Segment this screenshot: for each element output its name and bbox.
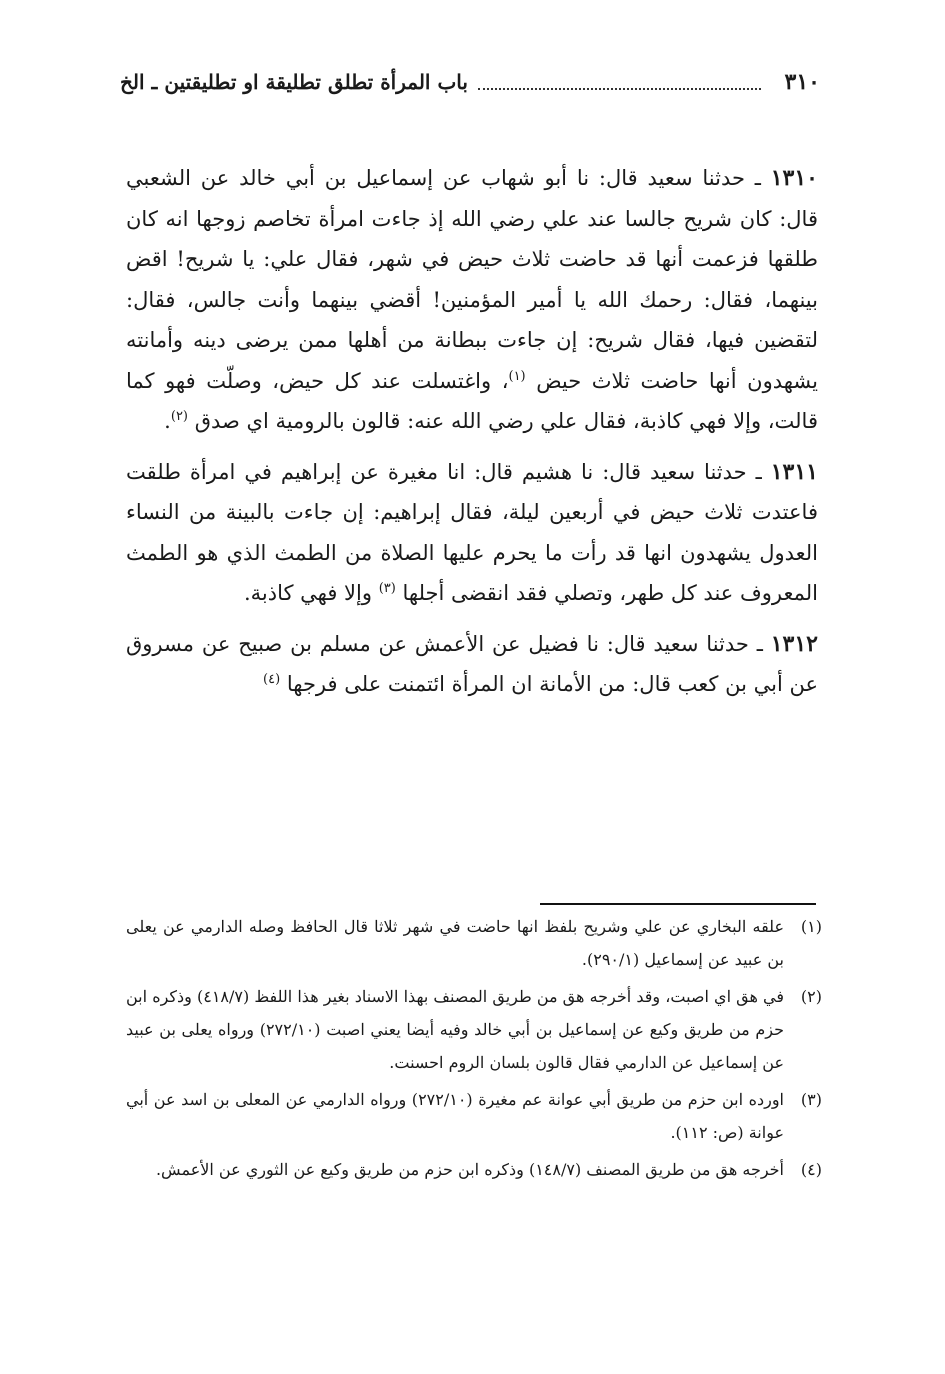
hadith-number: ١٣١٢ — [770, 630, 818, 657]
footnote-text: اورده ابن حزم من طريق أبي عوانة عم مغيرة (٢٧٢/١٠) ورواه الدارمي عن المعلى بن اسد عن أبي عوانة (ص: ١١٢). — [126, 1090, 785, 1142]
page-header — [120, 62, 820, 102]
footnotes — [126, 910, 822, 1190]
hadith-number: ١٣١٠ — [770, 165, 818, 191]
footnote-2 — [126, 980, 822, 1079]
hadith-paragraph-1311 — [126, 452, 818, 614]
footnote-number: (٢) — [800, 987, 822, 1006]
hadith-text: ـ حدثنا سعيد قال: نا فضيل عن الأعمش عن مسلم بن صبيح عن مسروق عن أبي بن كعب قال: من الأمانة ان المرأة ائتمنت على فرجها — [126, 631, 818, 696]
footnote-marker[interactable]: (٤) — [263, 672, 281, 687]
page-number: ٣١٠ — [784, 69, 820, 95]
hadith-text-continued: ، واغتسلت عند كل حيض، وصلّت فهو كما قالت، وإلا فهي كاذبة، فقال علي رضي الله عنه: قالون بالرومية اي صدق — [126, 368, 818, 433]
main-text — [126, 158, 818, 715]
footnote-marker[interactable]: (٢) — [170, 409, 188, 424]
footnote-1 — [126, 910, 822, 976]
footnote-text: أخرجه هق من طريق المصنف (١٤٨/٧) وذكره ابن حزم من طريق وكيع عن الثوري عن الأعمش. — [155, 1160, 784, 1179]
footnote-separator — [540, 903, 816, 905]
footnote-marker[interactable]: (٣) — [378, 581, 396, 596]
hadith-text-end: وإلا فهي كاذبة. — [243, 581, 379, 605]
footnote-number: (٣) — [800, 1090, 822, 1109]
footnote-marker[interactable]: (١) — [508, 368, 526, 384]
hadith-text: ـ حدثنا سعيد قال: نا هشيم قال: انا مغيرة عن إبراهيم في امرأة طلقت فاعتدت ثلاث حيض في أربعين ليلة، فقال إبراهيم: إن جاءت بالبينة من النساء العدول يشهدون انها قد رأت ما يحرم عليها الصلاة من الطمث الذي هو الطمث المعروف عند كل طهر، وتصلي فقد انقضى أجلها — [126, 459, 818, 605]
hadith-number: ١٣١١ — [770, 458, 818, 485]
footnote-3 — [126, 1083, 822, 1149]
header-leader-dots — [478, 74, 761, 90]
footnote-text: علقه البخاري عن علي وشريح بلفظ انها حاضت في شهر ثلاثا قال الحافظ وصله الدارمي عن يعلى بن عبيد عن إسماعيل (٢٩٠/١). — [126, 917, 784, 969]
footnote-4 — [126, 1153, 822, 1186]
footnote-number: (١) — [800, 917, 822, 936]
hadith-paragraph-1312 — [126, 624, 818, 705]
hadith-paragraph-1310 — [126, 158, 818, 442]
hadith-text-end: . — [164, 409, 171, 433]
footnote-text: في هق اي اصبت، وقد أخرجه هق من طريق المصنف بهذا الاسناد بغير هذا اللفظ (٤١٨/٧) وذكره ابن حزم من طريق وكيع عن إسماعيل بن أبي خالد وفيه أيضا يعني اصبت (٢٧٢/١٠) ورواه يعلى بن عبيد عن إسماعيل عن الدارمي فقال قالون بلسان الروم احسنت. — [126, 987, 785, 1072]
footnote-number: (٤) — [800, 1160, 822, 1179]
hadith-text: ـ حدثنا سعيد قال: نا أبو شهاب عن إسماعيل بن أبي خالد عن الشعبي قال: كان شريح جالسا عند علي رضي الله إذ جاءت امرأة تخاصم زوجها انه كان طلقها فزعمت أنها قد حاضت ثلاث حيض في شهر، فقال علي: يا شريح! اقض بينهما، فقال: رحمك الله يا أمير المؤمنين! أقضي بينهما وأنت جالس، فقال: لتقضين فيها، فقال شريح: إن جاءت ببطانة من أهلها ممن يرضى دينه وأمانته يشهدون أنها حاضت ثلاث حيض — [126, 166, 819, 393]
running-title: باب المرأة تطلق تطليقة او تطليقتين ـ الخ — [120, 70, 468, 94]
